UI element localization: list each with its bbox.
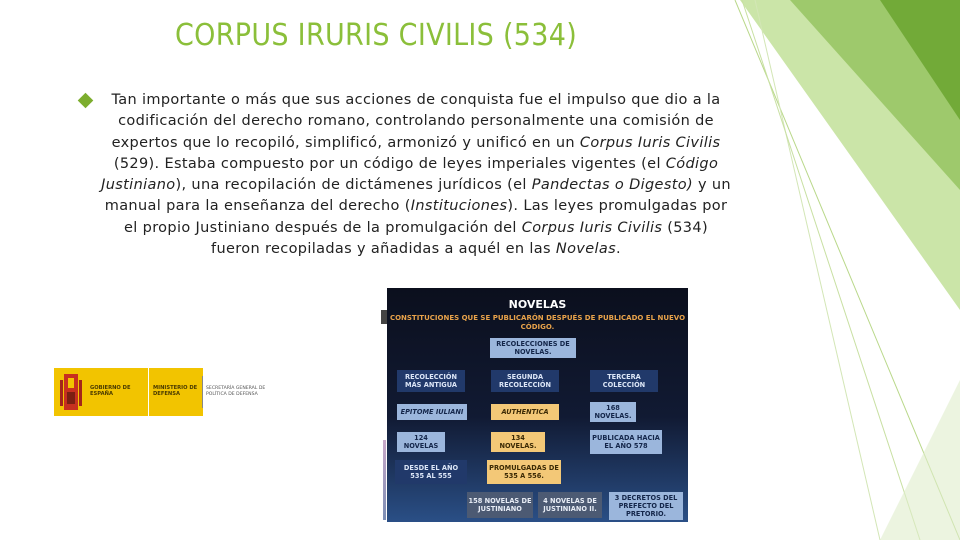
recolecciones-box: RECOLECCIONES DE NOVELAS. — [490, 338, 576, 358]
italic-term: Código Justiniano — [101, 155, 719, 194]
col3-a-box: 168 NOVELAS. — [590, 402, 636, 422]
text-segment: . — [616, 241, 621, 258]
text-segment: ), una recopilación de dictámenes jurídicos (el — [175, 177, 532, 194]
slide-edge-strip — [383, 440, 386, 520]
logo-divider — [202, 376, 203, 408]
italic-term: Corpus Iuris Civilis — [521, 219, 663, 236]
coat-of-arms-panel — [54, 368, 148, 416]
bottom-box-1: 158 NOVELAS DE JUSTINIANO — [467, 492, 533, 518]
novelas-diagram — [387, 288, 688, 522]
text-segment: ). Las leyes promulgadas por el propio Justiniano después de la promulgación del — [124, 198, 728, 236]
col3-b-box: PUBLICADA HACIA EL AÑO 578 — [590, 430, 662, 454]
italic-term: Novelas — [555, 241, 617, 258]
ministry-panel — [149, 368, 203, 416]
col1-b-box: 124 NOVELAS — [397, 432, 445, 452]
gobierno-label: GOBIERNO DE ESPAÑA — [90, 385, 131, 397]
col2-c-box: PROMULGADAS DE 535 A 556. — [487, 460, 561, 484]
body-paragraph — [100, 90, 732, 260]
secretaria-label: SECRETARÍA GENERAL DE POLÍTICA DE DEFENSA — [206, 386, 266, 397]
ministerio-label: MINISTERIO DE DEFENSA — [153, 385, 198, 397]
italic-term: Pandectas o Digesto) — [531, 177, 693, 194]
col1-c-box: DESDE EL AÑO 535 AL 555 — [395, 460, 467, 484]
col1-a-box: EPITOME IULIANI — [397, 404, 467, 420]
text-segment: Tan importante o más que sus acciones de conquista fue el impulso que dio a la codificación del derecho romano, controlando personalmente una comisión de expertos que lo recopiló, simplificó, armonizó y unificó en un — [111, 92, 721, 151]
diagram-subtitle: CONSTITUCIONES QUE SE PUBLICARÓN DESPUÉS DE PUBLICADO EL NUEVO CÓDIGO. — [389, 314, 686, 331]
diagram-title: NOVELAS — [508, 298, 567, 311]
col3-head-box: TERCERA COLECCIÓN — [590, 370, 658, 392]
col2-a-box: AUTHENTICA — [491, 404, 559, 420]
italic-term: Instituciones — [410, 198, 508, 215]
col2-head-box: SEGUNDA RECOLECCIÓN — [491, 370, 559, 392]
italic-term: Corpus Iuris Civilis — [579, 134, 721, 151]
col2-b-box: 134 NOVELAS. — [491, 432, 545, 452]
text-segment: (534) fueron recopiladas y añadidas a aquél en las — [211, 219, 708, 258]
bottom-box-3: 3 DECRETOS DEL PREFECTO DEL PRETORIO. — [609, 492, 683, 520]
text-segment: (529). Estaba compuesto por un código de leyes imperiales vigentes (el — [113, 155, 666, 172]
slide-title: CORPUS IRURIS CIVILIS (534) — [175, 18, 578, 53]
government-logo — [54, 368, 284, 416]
text-segment: y un manual para la enseñanza del derecho ( — [104, 177, 731, 215]
col1-head-box: RECOLECCIÓN MÁS ANTIGUA — [397, 370, 465, 392]
bottom-box-2: 4 NOVELAS DE JUSTINIANO II. — [538, 492, 602, 518]
